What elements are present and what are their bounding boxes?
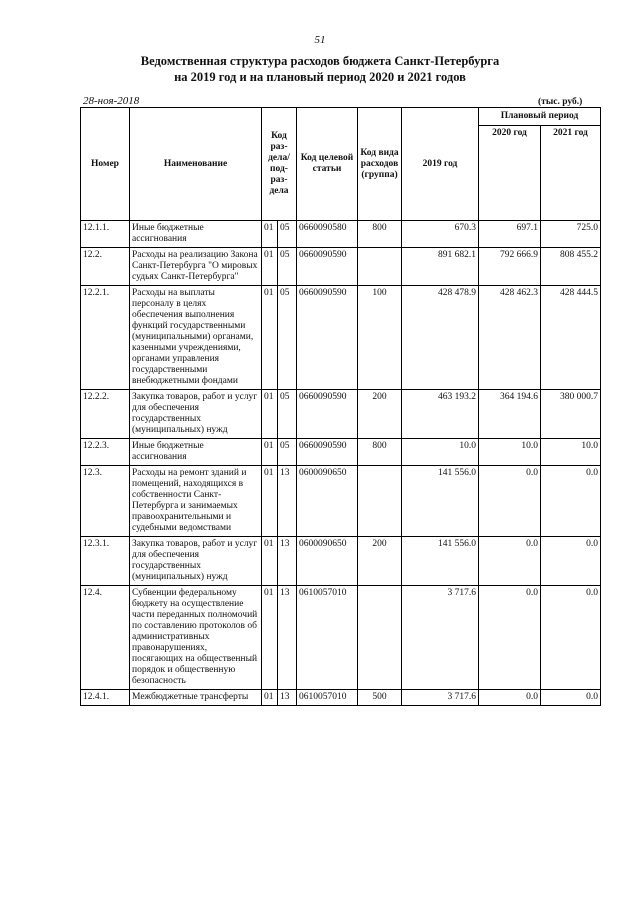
row-target-code: 0660090590 — [297, 439, 358, 466]
row-expense-type: 100 — [358, 286, 402, 390]
header-planned-period: Плановый период — [479, 108, 601, 126]
row-value-2019: 10.0 — [402, 439, 479, 466]
row-expense-type — [358, 466, 402, 537]
table-row — [81, 537, 601, 586]
row-number: 12.3. — [81, 466, 130, 537]
table-row — [81, 390, 601, 439]
row-number: 12.1.1. — [81, 221, 130, 248]
header-name: Наименование — [130, 108, 262, 221]
row-number: 12.2.3. — [81, 439, 130, 466]
document-date: 28-ноя-2018 — [83, 95, 140, 107]
row-value-2019: 463 193.2 — [402, 390, 479, 439]
table-row — [81, 286, 601, 390]
row-value-2021: 0.0 — [541, 537, 601, 586]
row-name: Расходы на выплаты персоналу в целях обеспечения выполнения функций государственными (муниципальными) органами, казенными учреждениями, органами управления государственными внебюджетными фондами — [130, 286, 262, 390]
row-target-code: 0660090590 — [297, 286, 358, 390]
row-value-2020: 364 194.6 — [479, 390, 541, 439]
row-expense-type: 500 — [358, 690, 402, 706]
row-name: Межбюджетные трансферты — [130, 690, 262, 706]
row-value-2019: 3 717.6 — [402, 586, 479, 690]
row-value-2021: 808 455.2 — [541, 248, 601, 286]
row-expense-type: 800 — [358, 221, 402, 248]
table-row — [81, 586, 601, 690]
table-row — [81, 221, 601, 248]
title-line-2: на 2019 год и на плановый период 2020 и 2021 годов — [174, 70, 466, 84]
row-target-code: 0610057010 — [297, 690, 358, 706]
row-value-2021: 10.0 — [541, 439, 601, 466]
row-subsection: 05 — [278, 286, 297, 390]
row-subsection: 05 — [278, 439, 297, 466]
row-section: 01 — [262, 439, 278, 466]
row-value-2019: 670.3 — [402, 221, 479, 248]
row-value-2021: 0.0 — [541, 466, 601, 537]
row-name: Расходы на реализацию Закона Санкт-Петербурга "О мировых судьях Санкт-Петербурга" — [130, 248, 262, 286]
header-2020: 2020 год — [479, 126, 541, 221]
budget-table — [80, 107, 601, 706]
row-value-2020: 0.0 — [479, 690, 541, 706]
row-section: 01 — [262, 690, 278, 706]
header-2019: 2019 год — [402, 108, 479, 221]
row-name: Расходы на ремонт зданий и помещений, находящихся в собственности Санкт-Петербурга и занимаемых правоохранительными и судебными ведомствами — [130, 466, 262, 537]
header-2021: 2021 год — [541, 126, 601, 221]
row-value-2021: 0.0 — [541, 690, 601, 706]
row-value-2020: 0.0 — [479, 537, 541, 586]
row-value-2019: 141 556.0 — [402, 466, 479, 537]
row-number: 12.2. — [81, 248, 130, 286]
document-title — [0, 53, 640, 85]
row-number: 12.2.2. — [81, 390, 130, 439]
row-subsection: 13 — [278, 586, 297, 690]
table-row — [81, 690, 601, 706]
header-number: Номер — [81, 108, 130, 221]
row-target-code: 0660090590 — [297, 248, 358, 286]
header-section-code: Код раз-дела/ под-раз-дела — [262, 108, 297, 221]
row-number: 12.4. — [81, 586, 130, 690]
row-name: Закупка товаров, работ и услуг для обеспечения государственных (муниципальных) нужд — [130, 537, 262, 586]
row-target-code: 0600090650 — [297, 537, 358, 586]
page-number: 51 — [314, 34, 326, 46]
table-row — [81, 439, 601, 466]
table-row — [81, 248, 601, 286]
row-subsection: 05 — [278, 248, 297, 286]
header-target-code: Код целевой статьи — [297, 108, 358, 221]
row-value-2021: 380 000.7 — [541, 390, 601, 439]
row-expense-type — [358, 248, 402, 286]
row-value-2020: 0.0 — [479, 586, 541, 690]
header-expense-type: Код вида расходов (группа) — [358, 108, 402, 221]
row-expense-type: 200 — [358, 537, 402, 586]
row-subsection: 05 — [278, 390, 297, 439]
row-name: Иные бюджетные ассигнования — [130, 439, 262, 466]
row-value-2021: 725.0 — [541, 221, 601, 248]
row-value-2019: 3 717.6 — [402, 690, 479, 706]
table-row — [81, 466, 601, 537]
row-value-2019: 428 478.9 — [402, 286, 479, 390]
row-subsection: 13 — [278, 537, 297, 586]
row-target-code: 0660090590 — [297, 390, 358, 439]
row-section: 01 — [262, 221, 278, 248]
row-target-code: 0600090650 — [297, 466, 358, 537]
row-number: 12.3.1. — [81, 537, 130, 586]
row-section: 01 — [262, 466, 278, 537]
row-value-2019: 141 556.0 — [402, 537, 479, 586]
row-number: 12.4.1. — [81, 690, 130, 706]
row-section: 01 — [262, 537, 278, 586]
row-value-2020: 428 462.3 — [479, 286, 541, 390]
row-number: 12.2.1. — [81, 286, 130, 390]
row-subsection: 13 — [278, 690, 297, 706]
row-section: 01 — [262, 248, 278, 286]
row-name: Закупка товаров, работ и услуг для обеспечения государственных (муниципальных) нужд — [130, 390, 262, 439]
row-value-2019: 891 682.1 — [402, 248, 479, 286]
row-expense-type — [358, 586, 402, 690]
units-label: (тыс. руб.) — [538, 97, 583, 107]
title-line-1: Ведомственная структура расходов бюджета Санкт-Петербурга — [140, 54, 500, 68]
row-subsection: 13 — [278, 466, 297, 537]
row-value-2020: 0.0 — [479, 466, 541, 537]
row-value-2020: 10.0 — [479, 439, 541, 466]
row-value-2020: 792 666.9 — [479, 248, 541, 286]
row-value-2021: 0.0 — [541, 586, 601, 690]
row-section: 01 — [262, 390, 278, 439]
row-name: Иные бюджетные ассигнования — [130, 221, 262, 248]
row-target-code: 0660090580 — [297, 221, 358, 248]
row-target-code: 0610057010 — [297, 586, 358, 690]
row-subsection: 05 — [278, 221, 297, 248]
row-section: 01 — [262, 586, 278, 690]
row-section: 01 — [262, 286, 278, 390]
row-expense-type: 200 — [358, 390, 402, 439]
row-value-2020: 697.1 — [479, 221, 541, 248]
row-name: Субвенции федеральному бюджету на осуществление части переданных полномочий по составлению протоколов об административных правонарушениях, посягающих на общественный порядок и общественную безопасность — [130, 586, 262, 690]
row-value-2021: 428 444.5 — [541, 286, 601, 390]
row-expense-type: 800 — [358, 439, 402, 466]
